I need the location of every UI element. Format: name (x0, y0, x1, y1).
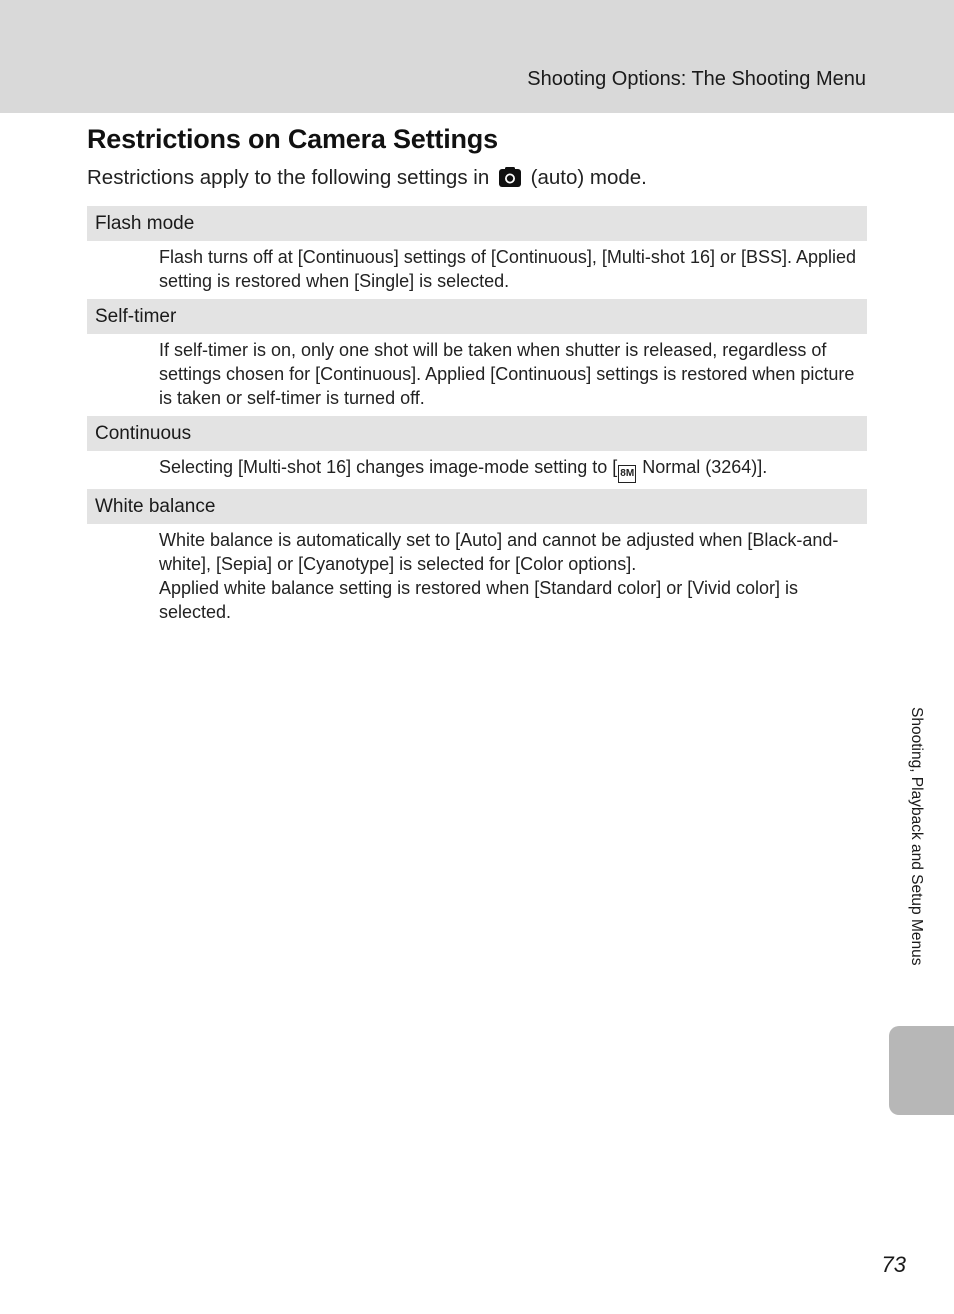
camera-icon (499, 167, 521, 193)
section-body-flash-mode (87, 241, 867, 299)
section-body-self-timer (87, 334, 867, 416)
page-title: Restrictions on Camera Settings (87, 124, 498, 154)
section-text-2: Applied white balance setting is restored when [Standard color] or [Vivid color] is selected. (159, 578, 799, 622)
section-text: Flash turns off at [Continuous] settings of [Continuous], [Multi-shot 16] or [BSS]. Applied setting is restored when [Single] is selected. (159, 247, 857, 291)
header-title: Shooting Options: The Shooting Menu (527, 68, 866, 90)
side-tab-marker (889, 1026, 954, 1115)
section-body-white-balance (87, 524, 867, 630)
section-heading-white-balance: White balance (87, 489, 867, 524)
section-heading-self-timer: Self-timer (87, 299, 867, 334)
section-heading-continuous: Continuous (87, 416, 867, 451)
section-text-after: Normal (3264)]. (637, 457, 768, 477)
intro-text-before: Restrictions apply to the following settings in (87, 166, 490, 189)
section-body-continuous (87, 451, 867, 489)
header-band (0, 0, 954, 113)
section-text: White balance is automatically set to [Auto] and cannot be adjusted when [Black-and-white], [Sepia] or [Cyanotype] is selected for [Color options]. (159, 530, 839, 574)
section-text-before: Selecting [Multi-shot 16] changes image-mode setting to [ (159, 457, 618, 477)
intro-text (87, 166, 647, 193)
section-text (159, 455, 859, 483)
intro-text-after: (auto) mode. (530, 166, 647, 189)
section-text: If self-timer is on, only one shot will be taken when shutter is released, regardless of settings chosen for [Continuous]. Applied [Continuous] settings is restored when picture is taken or self-timer is turned off. (159, 340, 855, 408)
section-heading-flash-mode: Flash mode (87, 206, 867, 241)
restrictions-list (87, 206, 867, 630)
side-tab-label: Shooting, Playback and Setup Menus (908, 707, 925, 966)
image-mode-8m-icon: 8M (618, 465, 636, 483)
page-number: 73 (881, 1252, 906, 1277)
